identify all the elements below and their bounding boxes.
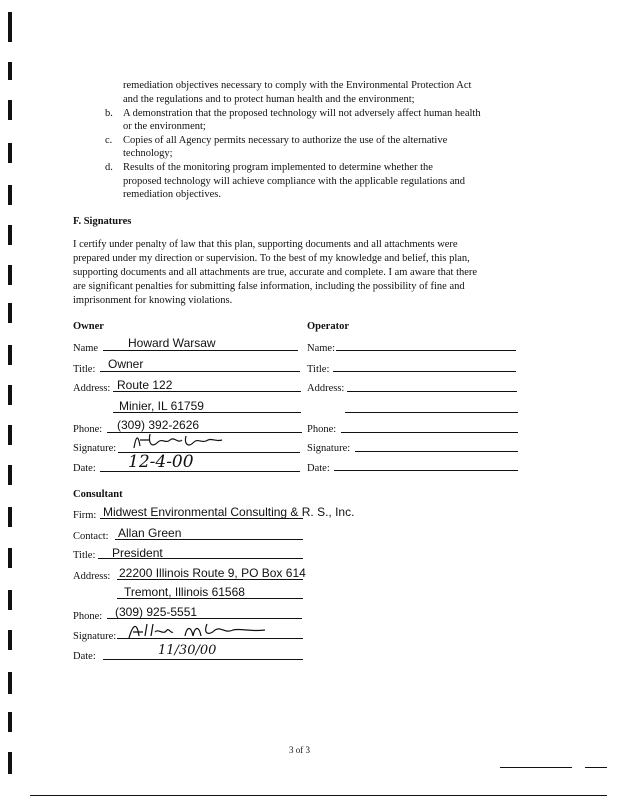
operator-date-label: Date: bbox=[307, 463, 330, 474]
page-number: 3 of 3 bbox=[289, 745, 310, 755]
owner-name-line bbox=[103, 350, 298, 351]
owner-title-label: Title: bbox=[73, 364, 96, 375]
consultant-heading: Consultant bbox=[73, 489, 123, 500]
operator-name-label: Name: bbox=[307, 343, 335, 354]
section-heading: F. Signatures bbox=[73, 216, 132, 227]
owner-address-line1: Route 122 bbox=[117, 378, 173, 392]
list-c-line1: Copies of all Agency permits necessary to authorize the use of the alternative bbox=[123, 135, 448, 146]
consultant-date-label: Date: bbox=[73, 651, 96, 662]
list-c-line2: technology; bbox=[123, 148, 173, 159]
owner-signature bbox=[128, 430, 228, 452]
certification-line4: are significant penalties for submitting false information, including the possibility of fine and bbox=[73, 281, 465, 292]
operator-title-line bbox=[333, 371, 516, 372]
list-b-line2: or the environment; bbox=[123, 121, 206, 132]
certification-line1: I certify under penalty of law that this plan, supporting documents and all attachments were bbox=[73, 239, 458, 250]
footer-rule-right-1 bbox=[500, 767, 572, 768]
owner-address-line2: Minier, IL 61759 bbox=[119, 399, 204, 413]
consultant-firm-label: Firm: bbox=[73, 510, 97, 521]
consultant-signature-line bbox=[117, 638, 303, 639]
consultant-phone-label: Phone: bbox=[73, 611, 103, 622]
consultant-phone-line bbox=[107, 618, 302, 619]
operator-phone-line bbox=[341, 432, 518, 433]
list-intro-line2: and the regulations and to protect human health and the environment; bbox=[123, 94, 415, 105]
operator-title-label: Title: bbox=[307, 364, 330, 375]
consultant-title-label: Title: bbox=[73, 550, 96, 561]
consultant-date-value: 11/30/00 bbox=[158, 643, 217, 658]
consultant-firm-value: Midwest Environmental Consulting & R. S., Inc. bbox=[103, 505, 355, 519]
operator-address-line1 bbox=[347, 391, 517, 392]
consultant-address-label: Address: bbox=[73, 571, 111, 582]
owner-heading: Owner bbox=[73, 321, 104, 332]
owner-phone-value: (309) 392-2626 bbox=[117, 418, 200, 432]
owner-title-line bbox=[100, 371, 300, 372]
owner-date-label: Date: bbox=[73, 463, 96, 474]
consultant-address-line2: Tremont, Illinois 61568 bbox=[124, 585, 245, 599]
owner-phone-label: Phone: bbox=[73, 424, 103, 435]
consultant-address-line2-rule bbox=[117, 598, 303, 599]
list-b-letter: b. bbox=[105, 108, 113, 119]
consultant-title-value: President bbox=[112, 546, 163, 560]
owner-name-label: Name bbox=[73, 343, 99, 354]
certification-line5: imprisonment for knowing violations. bbox=[73, 295, 233, 306]
operator-signature-line bbox=[355, 451, 518, 452]
owner-address-line2-rule bbox=[113, 412, 301, 413]
owner-title-value: Owner bbox=[108, 357, 144, 371]
operator-address-label: Address: bbox=[307, 383, 345, 394]
list-b-line1: A demonstration that the proposed technology will not adversely affect human health bbox=[123, 108, 481, 119]
operator-signature-label: Signature: bbox=[307, 443, 351, 454]
consultant-address-line1-rule bbox=[117, 579, 303, 580]
consultant-contact-value: Allan Green bbox=[118, 526, 182, 540]
consultant-title-line bbox=[98, 558, 303, 559]
list-c-letter: c. bbox=[105, 135, 113, 146]
consultant-firm-line bbox=[100, 518, 303, 519]
consultant-date-line bbox=[103, 659, 303, 660]
owner-address-label: Address: bbox=[73, 383, 111, 394]
consultant-signature-label: Signature: bbox=[73, 631, 117, 642]
list-d-line3: remediation objectives. bbox=[123, 189, 221, 200]
consultant-contact-line bbox=[115, 539, 303, 540]
operator-date-line bbox=[334, 470, 518, 471]
list-d-letter: d. bbox=[105, 162, 113, 173]
owner-name-value: Howard Warsaw bbox=[128, 336, 216, 350]
consultant-address-line1: 22200 Illinois Route 9, PO Box 614 bbox=[119, 566, 306, 580]
operator-heading: Operator bbox=[307, 321, 349, 332]
consultant-phone-value: (309) 925-5551 bbox=[115, 605, 198, 619]
page-bottom-rule bbox=[30, 795, 607, 796]
owner-signature-label: Signature: bbox=[73, 443, 117, 454]
consultant-contact-label: Contact: bbox=[73, 531, 109, 542]
footer-rule-right-2 bbox=[585, 767, 607, 768]
certification-line2: prepared under my direction or supervision. To the best of my knowledge and belief, this plan, bbox=[73, 253, 470, 264]
list-d-line1: Results of the monitoring program implemented to determine whether the bbox=[123, 162, 433, 173]
list-intro-line1: remediation objectives necessary to comply with the Environmental Protection Act bbox=[123, 80, 472, 91]
operator-address-line2 bbox=[345, 412, 518, 413]
owner-address-line1-rule bbox=[113, 391, 301, 392]
certification-line3: supporting documents and all attachments are true, accurate and complete. I am aware that there bbox=[73, 267, 478, 278]
list-d-line2: proposed technology will achieve compliance with the applicable regulations and bbox=[123, 176, 466, 187]
operator-name-line bbox=[336, 350, 516, 351]
operator-phone-label: Phone: bbox=[307, 424, 337, 435]
owner-date-value: 12-4-00 bbox=[128, 452, 194, 472]
owner-date-line bbox=[100, 471, 300, 472]
